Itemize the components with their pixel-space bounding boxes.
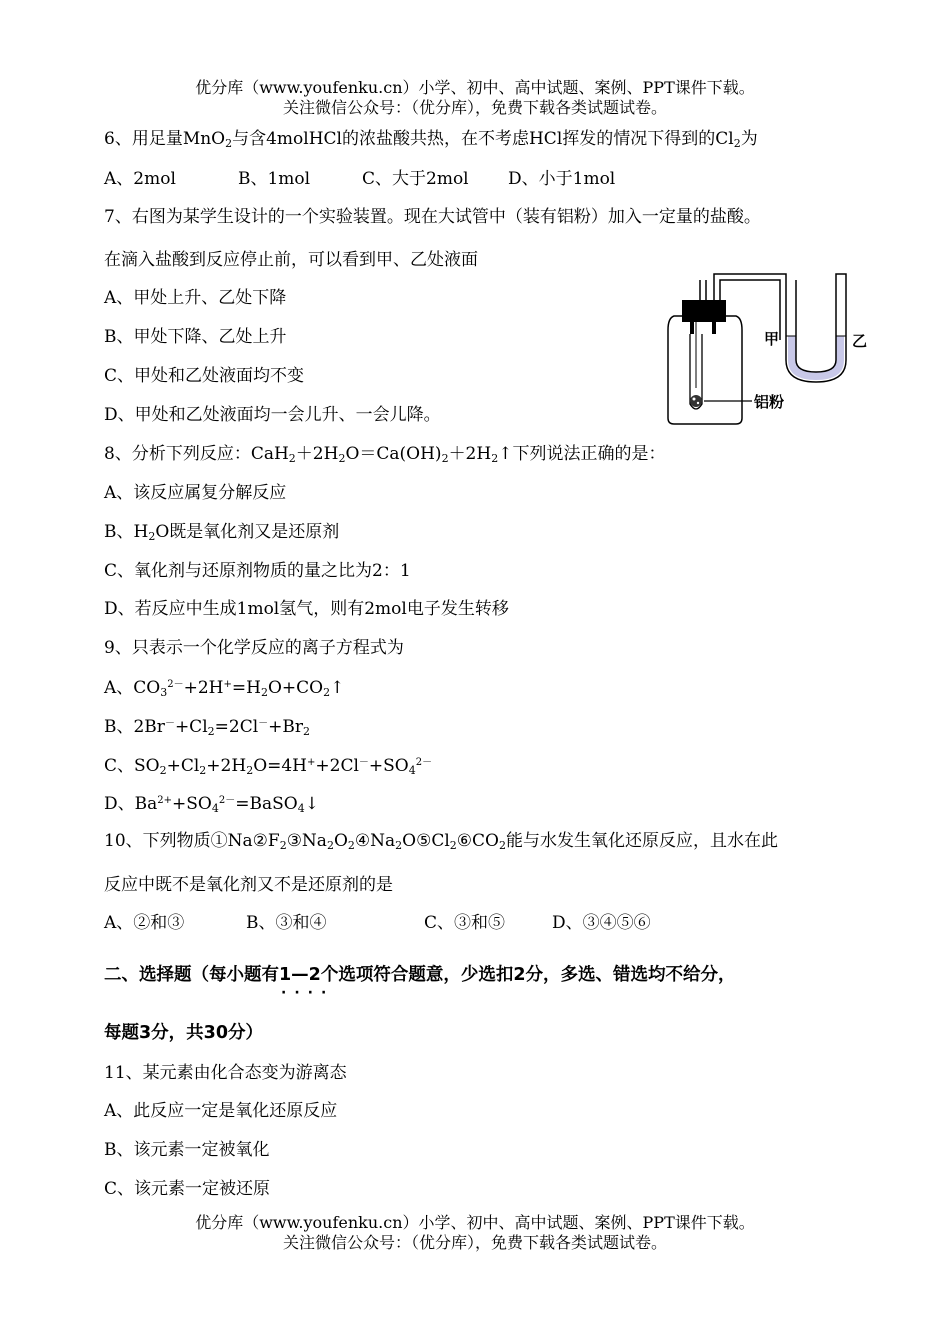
emphasized-range: 1—2 ····: [279, 965, 335, 1001]
question-11-stem: 11、某元素由化合态变为游离态: [104, 1063, 347, 1083]
q10-option-a: A、②和③: [104, 913, 185, 933]
q10-option-d: D、③④⑤⑥: [552, 913, 651, 933]
q6-option-b: B、1mol: [238, 169, 311, 189]
q6-option-a: A、2mol: [104, 169, 176, 189]
footer-line-1: 优分库（www.youfenku.cn）小学、初中、高中试题、案例、PPT课件下载。: [195, 1213, 755, 1232]
q8-option-b: B、$H_2O$既是氧化剂又是还原剂: [104, 522, 340, 543]
q9-option-c: C、$SO_2+Cl_2+2H_2O=4H^++2Cl^-+SO_4^{2-}$: [104, 756, 433, 777]
apparatus-diagram: [660, 268, 880, 428]
question-8-stem: 8、分析下列反应：$CaH_2+2H_2O=Ca(OH)_2+2H_2↑$下列说法正确的是：: [104, 444, 666, 465]
q7-option-d: D、甲处和乙处液面均一会儿升、一会儿降。: [104, 405, 441, 425]
q9-option-b: B、$2Br^-+Cl_2=2Cl^-+Br_2$: [104, 717, 311, 738]
bottle-outline: [668, 316, 742, 424]
label-jia: 甲: [764, 330, 780, 348]
aluminum-powder: [690, 395, 702, 407]
q6-option-d: D、小于1mol: [508, 169, 616, 189]
section-2-heading-line-2: 每题3分，共30分）: [104, 1023, 264, 1043]
question-6-stem: 6、用足量MnO$_2$与含4molHCl的浓盐酸共热，在不考虑HCl挥发的情况下得到的$Cl_2$为: [104, 129, 758, 150]
header-line-2: 关注微信公众号：（优分库），免费下载各类试题试卷。: [282, 98, 667, 117]
q8-option-d: D、若反应中生成1mol氢气，则有2mol电子发生转移: [104, 599, 509, 619]
q7-option-c: C、甲处和乙处液面均不变: [104, 366, 305, 386]
q7-option-a: A、甲处上升、乙处下降: [104, 288, 287, 308]
q10-option-c: C、③和⑤: [424, 913, 506, 933]
rubber-stopper: [682, 300, 726, 322]
q9-option-a: A、$CO_3^{2-}+2H^+=H_2O+CO_2↑$: [104, 678, 345, 699]
experiment-apparatus-figure: [660, 268, 880, 428]
header-line-1: 优分库（www.youfenku.cn）小学、初中、高中试题、案例、PPT课件下载。: [195, 78, 755, 97]
question-7-line-1: 7、右图为某学生设计的一个实验装置。现在大试管中（装有铝粉）加入一定量的盐酸。: [104, 207, 761, 227]
question-10-line-1: 10、下列物质$①Na②F_2③Na_2O_2④Na_2O⑤Cl_2⑥CO_2$能与水发生氧化还原反应，且水在此: [104, 831, 778, 852]
question-6-options: [104, 168, 615, 190]
question-10-line-2: 反应中既不是氧化剂又不是还原剂的是: [104, 875, 393, 895]
q10-option-b: B、③和④: [246, 913, 327, 933]
question-7-line-2: 在滴入盐酸到反应停止前，可以看到甲、乙处液面: [104, 250, 478, 270]
q8-option-a: A、该反应属复分解反应: [104, 483, 287, 503]
label-yi: 乙: [852, 332, 868, 350]
q7-option-b: B、甲处下降、乙处上升: [104, 327, 287, 347]
q11-option-a: A、此反应一定是氧化还原反应: [104, 1101, 338, 1121]
question-10-options: [104, 912, 651, 934]
label-aluminum-powder: 铝粉: [754, 393, 785, 411]
q11-option-c: C、该元素一定被还原: [104, 1179, 271, 1199]
q9-option-d: D、$Ba^{2+}+SO_4^{2-}=BaSO_4↓$: [104, 794, 319, 815]
q6-option-c: C、大于2mol: [362, 169, 469, 189]
footer-line-2: 关注微信公众号：（优分库），免费下载各类试题试卷。: [282, 1233, 667, 1252]
section-2-heading-line-1: 二、选择题（每小题有1—2 ···· 个选项符合题意，少选扣2分，多选、错选均不给分，: [104, 965, 736, 1001]
question-9-stem: 9、只表示一个化学反应的离子方程式为: [104, 638, 404, 658]
q11-option-b: B、该元素一定被氧化: [104, 1140, 270, 1160]
q8-option-c: C、氧化剂与还原剂物质的量之比为2：1: [104, 561, 411, 581]
